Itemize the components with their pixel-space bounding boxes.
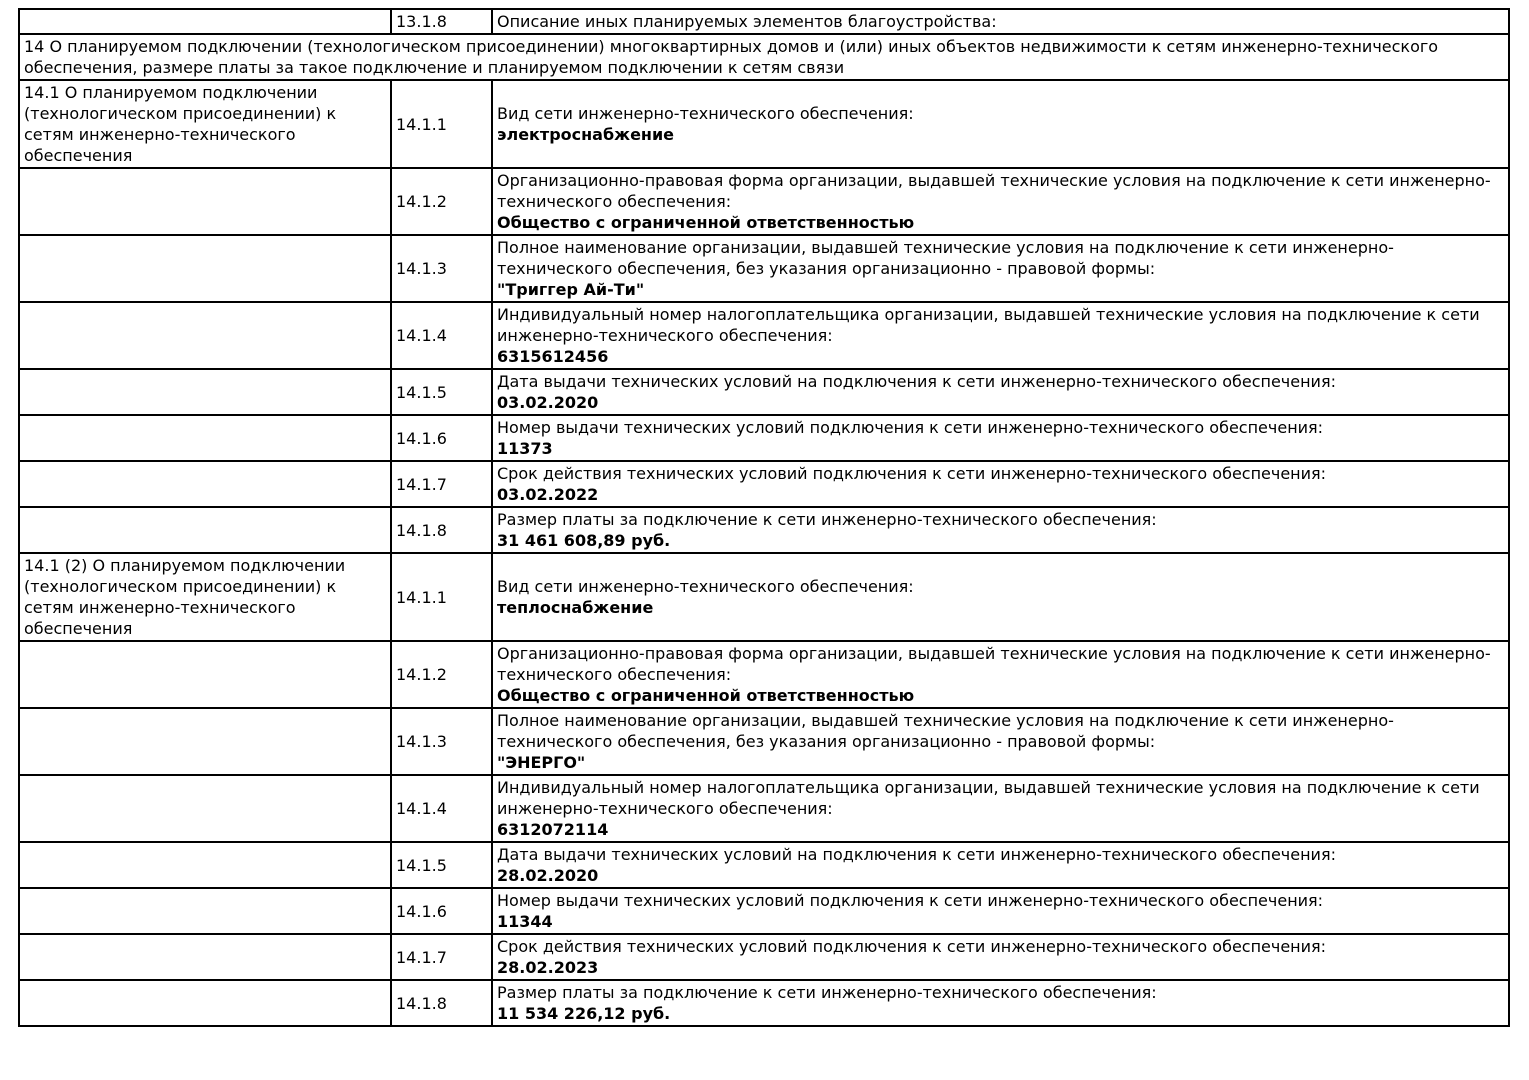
row-code: 14.1.6 (391, 888, 492, 934)
empty-title-cell (19, 302, 391, 369)
section-title-cell: 14.1 О планируемом подключении (технологическом присоединении) к сетям инженерно-технического обеспечения (19, 80, 391, 168)
row-content-cell (492, 235, 1509, 302)
row-value: 11344 (497, 912, 553, 931)
empty-title-cell (19, 461, 391, 507)
table-row (19, 415, 1509, 461)
empty-title-cell (19, 934, 391, 980)
row-code: 14.1.8 (391, 507, 492, 553)
row-code: 14.1.2 (391, 641, 492, 708)
row-label: Размер платы за подключение к сети инженерно-технического обеспечения: (497, 510, 1157, 529)
row-code: 14.1.8 (391, 980, 492, 1026)
row-value: 6315612456 (497, 347, 609, 366)
row-label: Полное наименование организации, выдавшей технические условия на подключение к сети инженерно-технического обеспечения, без указания организационно - правовой формы: (497, 238, 1394, 278)
row-value: 31 461 608,89 руб. (497, 531, 671, 550)
row-code: 14.1.4 (391, 302, 492, 369)
row-value: 28.02.2020 (497, 866, 599, 885)
table-row (19, 235, 1509, 302)
row-content-cell (492, 888, 1509, 934)
empty-title-cell (19, 168, 391, 235)
row-value: теплоснабжение (497, 598, 654, 617)
table-row (19, 461, 1509, 507)
empty-title-cell (19, 415, 391, 461)
row-value: "Триггер Ай-Ти" (497, 280, 645, 299)
row-content-cell (492, 775, 1509, 842)
empty-title-cell (19, 775, 391, 842)
row-code: 13.1.8 (391, 9, 492, 34)
row-content-cell (492, 461, 1509, 507)
table-row (19, 80, 1509, 168)
table-row (19, 168, 1509, 235)
row-value: 11373 (497, 439, 553, 458)
row-label: Организационно-правовая форма организации, выдавшей технические условия на подключение к сети инженерно-технического обеспечения: (497, 171, 1491, 211)
empty-title-cell (19, 369, 391, 415)
row-code: 14.1.6 (391, 415, 492, 461)
table-row (19, 507, 1509, 553)
table-row (19, 842, 1509, 888)
empty-title-cell (19, 842, 391, 888)
empty-title-cell (19, 9, 391, 34)
section-14-header-row (19, 34, 1509, 80)
row-content-cell (492, 302, 1509, 369)
row-content-cell (492, 708, 1509, 775)
row-label: Организационно-правовая форма организации, выдавшей технические условия на подключение к сети инженерно-технического обеспечения: (497, 644, 1491, 684)
row-code: 14.1.7 (391, 934, 492, 980)
empty-title-cell (19, 708, 391, 775)
row-value: 6312072114 (497, 820, 609, 839)
empty-title-cell (19, 235, 391, 302)
row-label: Номер выдачи технических условий подключения к сети инженерно-технического обеспечения: (497, 891, 1324, 910)
row-content-cell (492, 980, 1509, 1026)
row-content-cell (492, 553, 1509, 641)
row-code: 14.1.7 (391, 461, 492, 507)
row-label: Размер платы за подключение к сети инженерно-технического обеспечения: (497, 983, 1157, 1002)
row-code: 14.1.3 (391, 235, 492, 302)
row-value: электроснабжение (497, 125, 675, 144)
row-content-cell (492, 842, 1509, 888)
table-row (19, 302, 1509, 369)
empty-title-cell (19, 641, 391, 708)
row-code: 14.1.5 (391, 842, 492, 888)
row-label: Полное наименование организации, выдавшей технические условия на подключение к сети инженерно-технического обеспечения, без указания организационно - правовой формы: (497, 711, 1394, 751)
row-value: Общество с ограниченной ответственностью (497, 213, 915, 232)
row-label: Номер выдачи технических условий подключения к сети инженерно-технического обеспечения: (497, 418, 1324, 437)
section-title-cell: 14.1 (2) О планируемом подключении (технологическом присоединении) к сетям инженерно-технического обеспечения (19, 553, 391, 641)
row-value: 03.02.2022 (497, 485, 599, 504)
table-row-13-1-8 (19, 9, 1509, 34)
row-label: Вид сети инженерно-технического обеспечения: (497, 577, 914, 596)
empty-title-cell (19, 980, 391, 1026)
row-label: Описание иных планируемых элементов благоустройства: (492, 9, 1509, 34)
table-row (19, 553, 1509, 641)
row-value: Общество с ограниченной ответственностью (497, 686, 915, 705)
table-row (19, 888, 1509, 934)
row-content-cell (492, 641, 1509, 708)
section-14-header: 14 О планируемом подключении (технологическом присоединении) многоквартирных домов и (или) иных объектов недвижимости к сетям инженерно-технического обеспечения, размере платы за такое подключение и планируемом подключении к сетям связи (19, 34, 1509, 80)
row-label: Дата выдачи технических условий на подключения к сети инженерно-технического обеспечения: (497, 372, 1336, 391)
row-code: 14.1.4 (391, 775, 492, 842)
project-declaration-table (18, 8, 1510, 1027)
table-row (19, 369, 1509, 415)
table-row (19, 980, 1509, 1026)
row-content-cell (492, 934, 1509, 980)
row-content-cell (492, 415, 1509, 461)
row-label: Вид сети инженерно-технического обеспечения: (497, 104, 914, 123)
empty-title-cell (19, 888, 391, 934)
row-code: 14.1.1 (391, 553, 492, 641)
row-code: 14.1.3 (391, 708, 492, 775)
table-row (19, 641, 1509, 708)
row-content-cell (492, 507, 1509, 553)
row-label: Срок действия технических условий подключения к сети инженерно-технического обеспечения: (497, 937, 1327, 956)
row-value: 11 534 226,12 руб. (497, 1004, 671, 1023)
table-row (19, 934, 1509, 980)
row-value: 28.02.2023 (497, 958, 599, 977)
row-value: "ЭНЕРГО" (497, 753, 586, 772)
row-label: Индивидуальный номер налогоплательщика организации, выдавшей технические условия на подключение к сети инженерно-технического обеспечения: (497, 778, 1480, 818)
row-code: 14.1.2 (391, 168, 492, 235)
table-row (19, 775, 1509, 842)
empty-title-cell (19, 507, 391, 553)
row-content-cell (492, 369, 1509, 415)
row-label: Дата выдачи технических условий на подключения к сети инженерно-технического обеспечения: (497, 845, 1336, 864)
row-code: 14.1.1 (391, 80, 492, 168)
row-label: Индивидуальный номер налогоплательщика организации, выдавшей технические условия на подключение к сети инженерно-технического обеспечения: (497, 305, 1480, 345)
row-value: 03.02.2020 (497, 393, 599, 412)
row-code: 14.1.5 (391, 369, 492, 415)
row-content-cell (492, 168, 1509, 235)
table-row (19, 708, 1509, 775)
row-content-cell (492, 80, 1509, 168)
row-label: Срок действия технических условий подключения к сети инженерно-технического обеспечения: (497, 464, 1327, 483)
